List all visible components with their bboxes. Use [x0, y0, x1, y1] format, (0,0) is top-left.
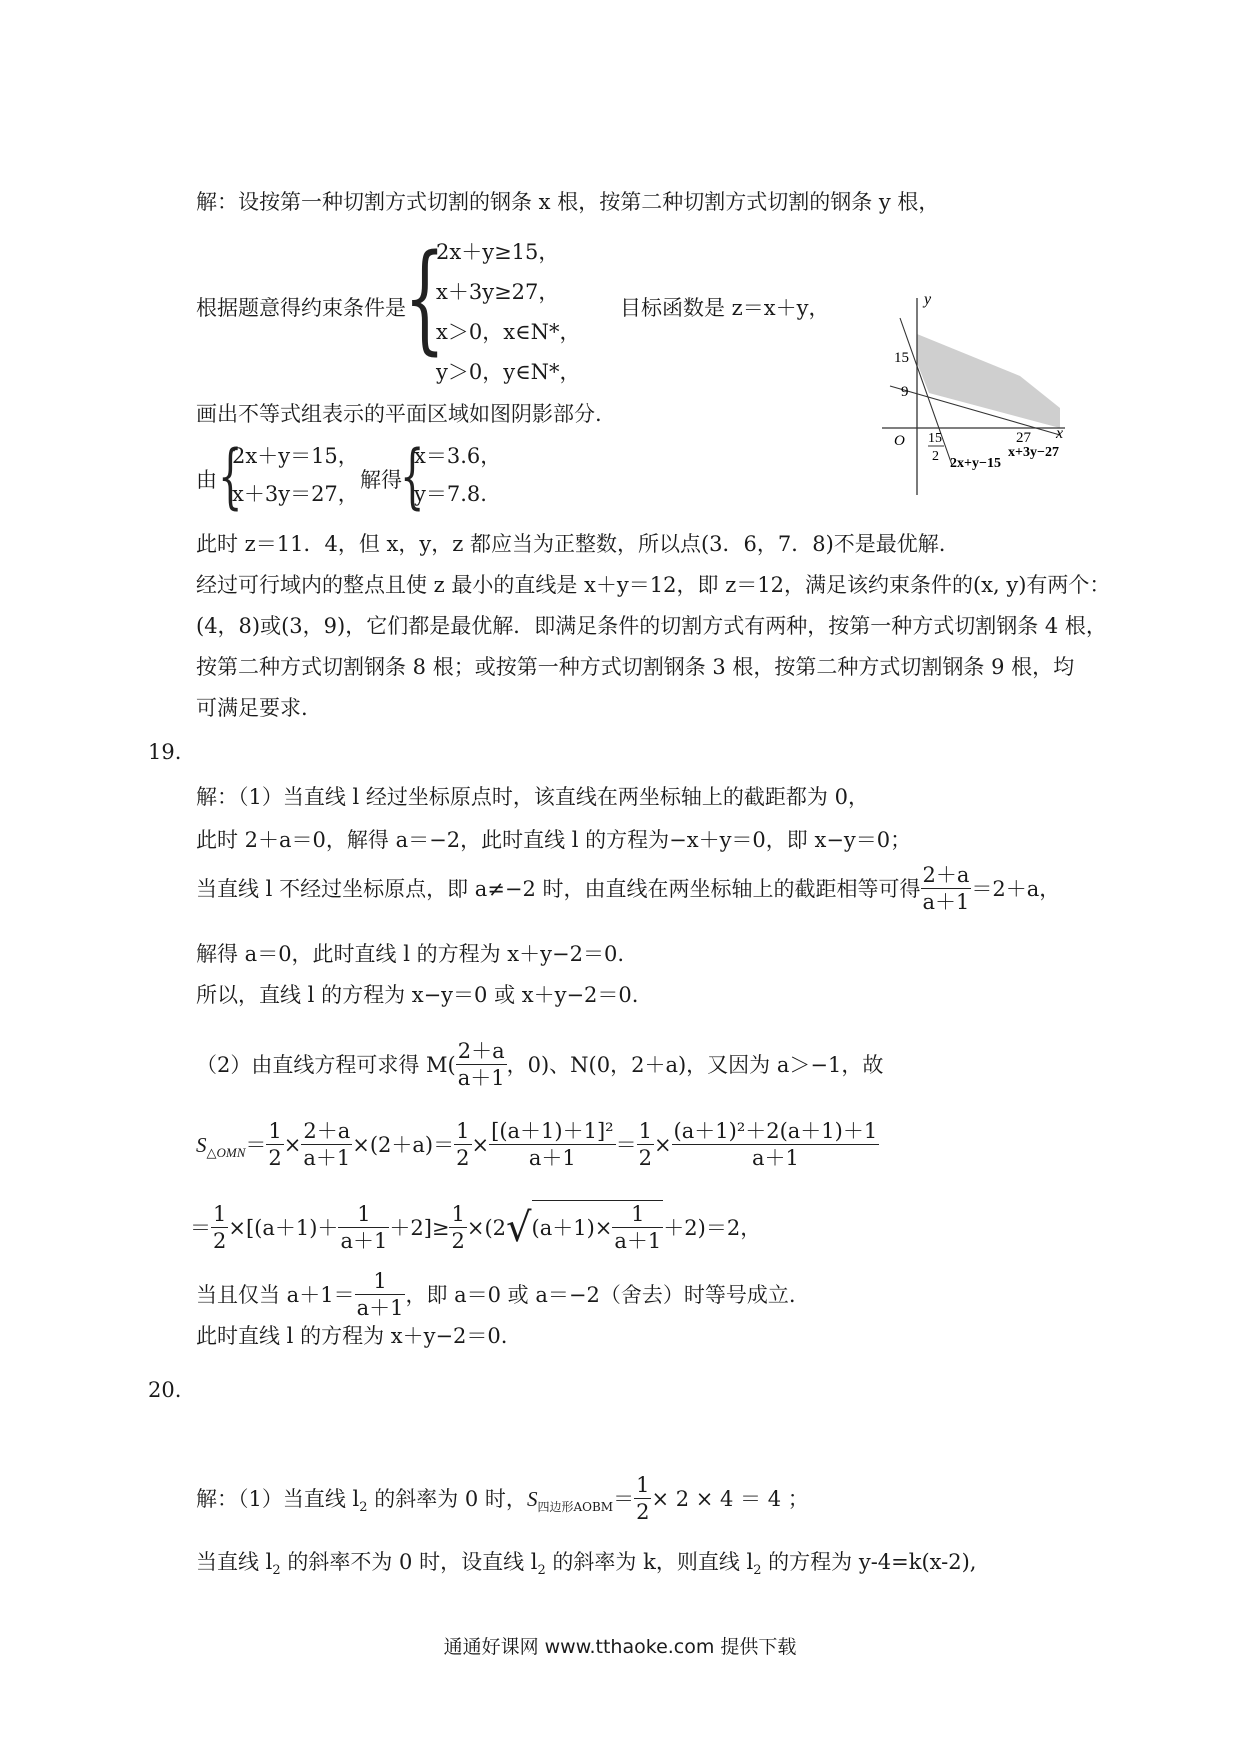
q19-line-8: 此时直线 l 的方程为 x＋y−2＝0. [196, 1324, 508, 1348]
p1-line-4: 此时 z＝11．4，但 x，y，z 都应当为正整数，所以点(3．6，7．8)不是最优解. [196, 532, 946, 556]
eq: ＝ [245, 1133, 267, 1157]
area-formula-row-1 [196, 1120, 879, 1173]
question-20-number: 20. [148, 1378, 182, 1402]
p1-line-5: 经过可行域内的整点且使 z 最小的直线是 x＋y＝12，即 z＝12，满足该约束条件的(x, y)有两个： [196, 573, 1111, 597]
q19-line-3-text: 当直线 l 不经过坐标原点，即 a≠−2 时，由直线在两坐标轴上的截距相等可得 [196, 877, 921, 901]
half-num: 1 [451, 1202, 465, 1226]
page-footer: 通通好课网 www.tthaoke.com 提供下载 [443, 1636, 797, 1658]
line2-label: x+3y−27 [1008, 445, 1059, 460]
q20-line-1-text: 解：（1）当直线 l [196, 1487, 360, 1511]
fraction-expand [672, 1118, 880, 1171]
q20-l2-b: 的斜率不为 0 时，设直线 l [280, 1550, 538, 1574]
p1-line-6: (4，8)或(3，9)，它们都是最优解．即满足条件的切割方式有两种，按第一种方式切割钢条 4 根， [196, 614, 1107, 638]
frac-num: 1 [338, 1201, 389, 1228]
origin-label: O [894, 433, 905, 449]
p1-constraint-intro: 根据题意得约束条件是 [196, 296, 406, 320]
row2-part-c: ×(2 [466, 1216, 507, 1240]
line1-label: 2x+y−15 [950, 456, 1001, 471]
half-num: 1 [213, 1202, 227, 1226]
frac-den: a＋1 [457, 1066, 505, 1090]
fraction-2a-over-a1 [921, 862, 972, 915]
q20-l2-d: 的方程为 y-4=k(x-2), [761, 1550, 977, 1574]
half-num: 1 [638, 1119, 652, 1143]
row2-part-b: ＋2]≥ [389, 1216, 450, 1240]
x-tick-15-num: 15 [928, 431, 942, 446]
half-4 [211, 1201, 228, 1254]
question-19-number: 19. [148, 740, 182, 764]
solve-mid: 解得 [360, 468, 402, 492]
fraction-1-over-a1-3 [355, 1268, 406, 1321]
system-brace-2: { [400, 435, 425, 517]
frac-den: a＋1 [356, 1296, 404, 1320]
sqrt-inner: (a＋1)× [531, 1216, 613, 1240]
q20-line-1-mid: 的斜率为 0 时， [367, 1487, 527, 1511]
half-num: 1 [456, 1119, 470, 1143]
system1-eq-1: 2x＋y＝15， [232, 444, 359, 468]
system1-eq-2: x＋3y＝27， [232, 482, 359, 506]
q19-line-6-text: （2）由直线方程可求得 M( [196, 1053, 456, 1077]
fraction-1-over-a1 [338, 1201, 389, 1254]
system-brace-1: { [218, 435, 243, 517]
eq: ＝ [613, 1487, 635, 1511]
q19-line-6-tail: ，0)、N(0，2＋a)，又因为 a＞−1，故 [506, 1053, 884, 1077]
frac-den: a＋1 [528, 1146, 576, 1170]
area-subscript: 四边形AOBM [537, 1500, 614, 1515]
fraction-square [489, 1118, 615, 1171]
y-tick-15: 15 [894, 350, 909, 366]
sub-2: 2 [272, 1563, 281, 1579]
sub-2: 2 [359, 1500, 368, 1516]
half-q20 [634, 1472, 651, 1525]
q19-line-3 [196, 864, 1060, 917]
system2-eq-2: y＝7.8. [414, 482, 487, 506]
p1-line-8: 可满足要求. [196, 696, 308, 720]
times-2a: ×(2＋a)＝ [352, 1133, 455, 1157]
fraction-M-x [456, 1038, 507, 1091]
p1-line-1: 解：设按第一种切割方式切割的钢条 x 根，按第二种切割方式切割的钢条 y 根， [196, 190, 940, 214]
q19-line-7-tail: ，即 a＝0 或 a＝−2（舍去）时等号成立. [405, 1283, 796, 1307]
row2-part-d: ＋2)＝2， [663, 1216, 762, 1240]
half-3 [637, 1118, 654, 1171]
q19-line-3-tail: ＝2＋a， [971, 877, 1061, 901]
q19-line-6 [196, 1040, 883, 1093]
objective-function: 目标函数是 z＝x＋y， [620, 296, 830, 320]
frac-num: 2＋a [303, 1119, 351, 1143]
constraint-brace: { [404, 228, 446, 366]
q20-line-1 [196, 1474, 809, 1527]
q20-line-2 [196, 1548, 976, 1585]
fraction-1-over-a1-2 [612, 1201, 663, 1254]
constraint-1: 2x＋y≥15， [436, 240, 560, 264]
frac-num: 2＋a [457, 1039, 505, 1063]
half-num: 1 [268, 1119, 282, 1143]
q19-line-1: 解：（1）当直线 l 经过坐标原点时，该直线在两坐标轴上的截距都为 0， [196, 785, 869, 809]
half-5 [449, 1201, 466, 1254]
area-symbol: S [526, 1487, 538, 1511]
half [266, 1118, 283, 1171]
y-axis-label: y [924, 291, 932, 308]
half-den: 2 [456, 1146, 470, 1170]
constraint-4: y＞0，y∈N*， [436, 360, 581, 384]
feasible-region-graph [880, 290, 1070, 500]
frac-den: a＋1 [303, 1146, 351, 1170]
half-den: 2 [636, 1500, 650, 1524]
sub-2: 2 [537, 1563, 546, 1579]
q19-line-7 [196, 1270, 796, 1323]
solve-prefix: 由 [196, 468, 217, 492]
frac-num: (a＋1)²＋2(a＋1)＋1 [673, 1119, 878, 1143]
x-tick-27: 27 [1016, 430, 1031, 446]
y-tick-9: 9 [901, 384, 909, 400]
times: × [653, 1133, 672, 1157]
half-den: 2 [268, 1146, 282, 1170]
fraction-2a [301, 1118, 352, 1171]
frac-den: a＋1 [614, 1229, 662, 1253]
area-subscript: △OMN [206, 1145, 246, 1161]
frac-den: a＋1 [340, 1229, 388, 1253]
half-den: 2 [638, 1146, 652, 1170]
half-num: 1 [636, 1473, 650, 1497]
frac-num: 2＋a [922, 863, 970, 887]
frac-num: 1 [612, 1201, 663, 1228]
sqrt-body [532, 1200, 664, 1256]
q19-line-4: 解得 a＝0，此时直线 l 的方程为 x＋y−2＝0. [196, 942, 624, 966]
q20-line-1-tail: × 2 × 4 ＝ 4 ； [651, 1487, 809, 1511]
area-symbol: S [196, 1133, 207, 1157]
row2-part-a: ×[(a＋1)＋ [228, 1216, 339, 1240]
times: × [283, 1133, 302, 1157]
frac-num: 1 [355, 1268, 406, 1295]
q19-line-2: 此时 2＋a＝0，解得 a＝−2，此时直线 l 的方程为−x＋y＝0，即 x−y＝0； [196, 828, 912, 852]
sub-2: 2 [753, 1563, 762, 1579]
q20-l2-a: 当直线 l [196, 1550, 273, 1574]
frac-den: a＋1 [751, 1146, 799, 1170]
sqrt-sign: √ [506, 1204, 532, 1251]
q19-line-7-text: 当且仅当 a＋1＝ [196, 1283, 355, 1307]
area-formula-row-2 [190, 1200, 761, 1256]
system2-eq-1: x＝3.6， [414, 444, 502, 468]
x-tick-15-den: 2 [932, 449, 939, 464]
frac-den: a＋1 [922, 890, 970, 914]
x-axis-label: x [1056, 425, 1064, 442]
frac-num: [(a＋1)＋1]² [491, 1119, 614, 1143]
times: × [471, 1133, 490, 1157]
q20-l2-c: 的斜率为 k，则直线 l [545, 1550, 754, 1574]
constraint-3: x＞0，x∈N*， [436, 320, 581, 344]
q19-line-5: 所以，直线 l 的方程为 x−y＝0 或 x＋y−2＝0. [196, 983, 639, 1007]
constraint-2: x＋3y≥27， [436, 280, 560, 304]
eq: ＝ [190, 1216, 211, 1240]
half-den: 2 [213, 1229, 227, 1253]
half-den: 2 [451, 1229, 465, 1253]
half-2 [454, 1118, 471, 1171]
eq: ＝ [615, 1133, 637, 1157]
p1-line-3: 画出不等式组表示的平面区域如图阴影部分. [196, 402, 602, 426]
p1-line-7: 按第二种方式切割钢条 8 根；或按第一种方式切割钢条 3 根，按第二种方式切割钢条 9 根，均 [196, 655, 1075, 679]
